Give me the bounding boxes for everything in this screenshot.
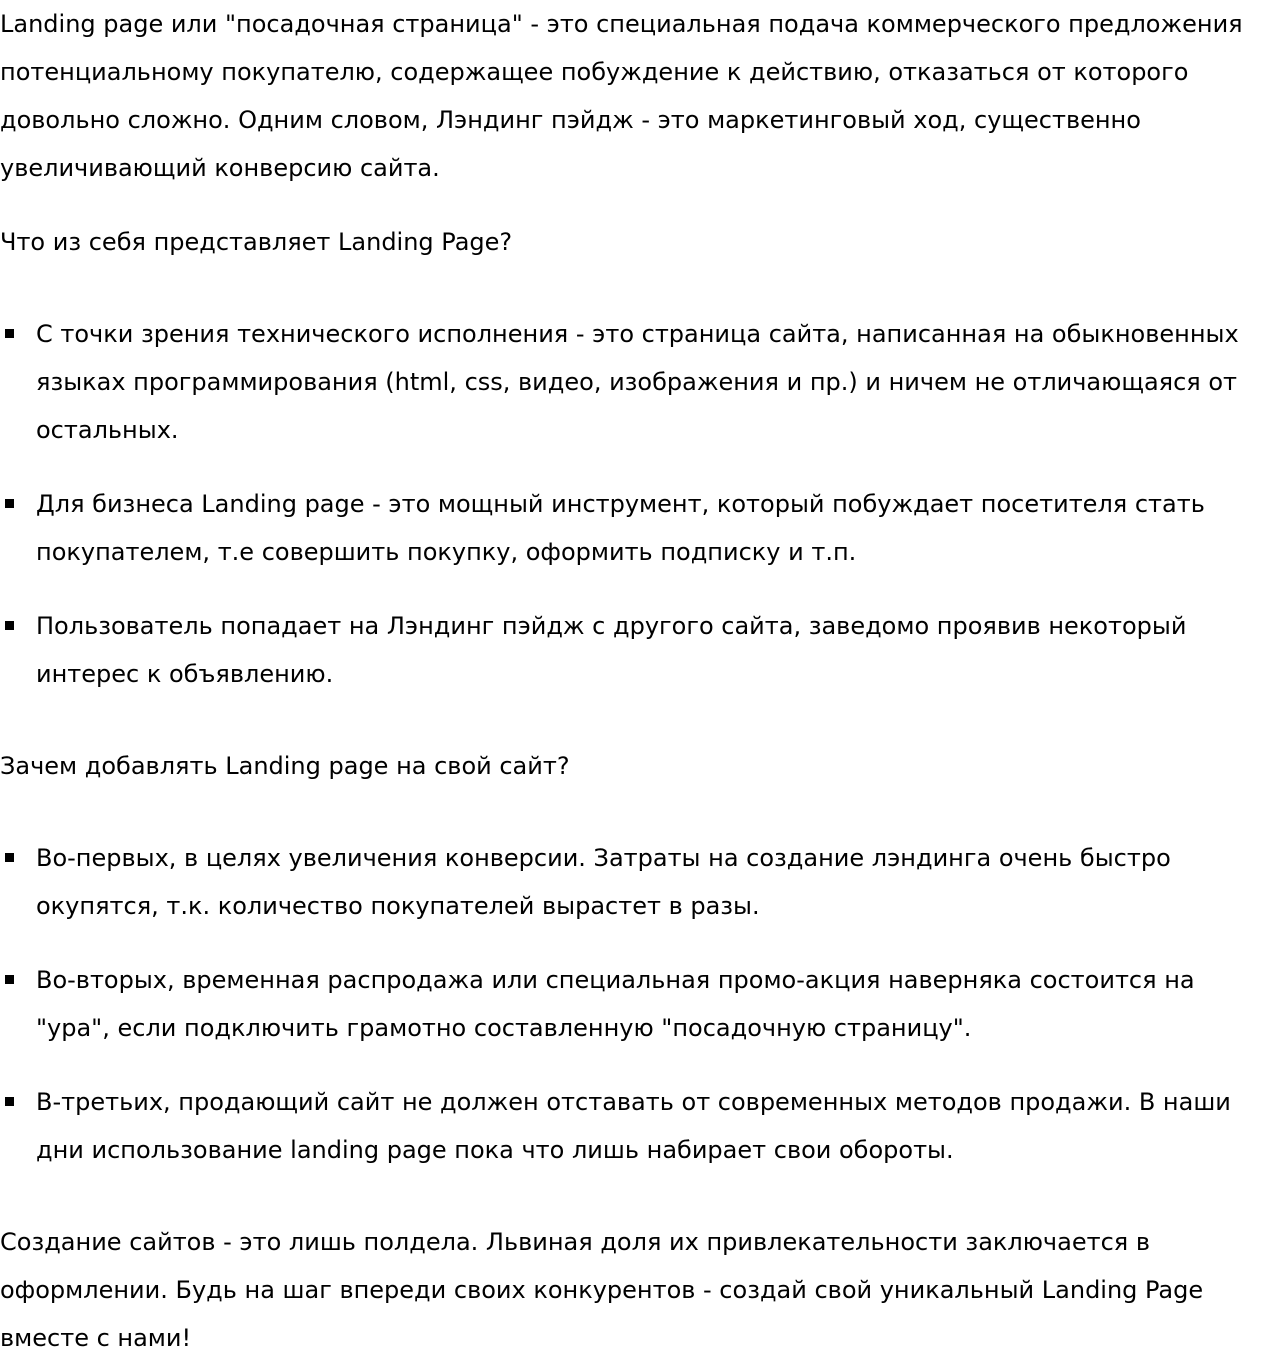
square-bullet-icon (5, 621, 14, 630)
square-bullet-icon (5, 499, 14, 508)
square-bullet-icon (5, 329, 14, 338)
bullet-list-what-is (0, 310, 1270, 698)
outro-paragraph: Создание сайтов - это лишь полдела. Львиная доля их привлекательности заключается в оформлении. Будь на шаг впереди своих конкурентов - создай свой уникальный Landing Page вместе с нами! (0, 1228, 1204, 1352)
list-item (0, 602, 1270, 698)
section-heading-what-is: Что из себя представляет Landing Page? (0, 228, 513, 256)
list-item-text: В-третьих, продающий сайт не должен отставать от современных методов продажи. В наши дни использование landing page пока что лишь набирает свои обороты. (36, 1088, 1231, 1164)
list-item-text: С точки зрения технического исполнения - это страница сайта, написанная на обыкновенных языках программирования (html, css, видео, изображения и пр.) и ничем не отличающаяся от остальных. (36, 320, 1239, 444)
list-item-text: Во-вторых, временная распродажа или специальная промо-акция наверняка состоится на "ура", если подключить грамотно составленную "посадочную страницу". (36, 966, 1195, 1042)
list-item (0, 1078, 1270, 1174)
list-item (0, 956, 1270, 1052)
list-item-text: Во-первых, в целях увеличения конверсии. Затраты на создание лэндинга очень быстро окупятся, т.к. количество покупателей вырастет в разы. (36, 844, 1171, 920)
bullet-list-why-add (0, 834, 1270, 1174)
intro-paragraph: Landing page или "посадочная страница" - это специальная подача коммерческого предложения потенциальному покупателю, содержащее побуждение к действию, отказаться от которого довольно сложно. Одним словом, Лэндинг пэйдж - это маркетинговый ход, существенно увеличивающий конверсию сайта. (0, 10, 1243, 182)
section-heading-why-add: Зачем добавлять Landing page на свой сайт? (0, 752, 570, 780)
list-item-text: Пользователь попадает на Лэндинг пэйдж с другого сайта, заведомо проявив некоторый интерес к объявлению. (36, 612, 1187, 688)
list-item (0, 310, 1270, 454)
list-item (0, 834, 1270, 930)
list-item (0, 480, 1270, 576)
list-item-text: Для бизнеса Landing page - это мощный инструмент, который побуждает посетителя стать покупателем, т.е совершить покупку, оформить подписку и т.п. (36, 490, 1205, 566)
square-bullet-icon (5, 853, 14, 862)
square-bullet-icon (5, 975, 14, 984)
square-bullet-icon (5, 1097, 14, 1106)
